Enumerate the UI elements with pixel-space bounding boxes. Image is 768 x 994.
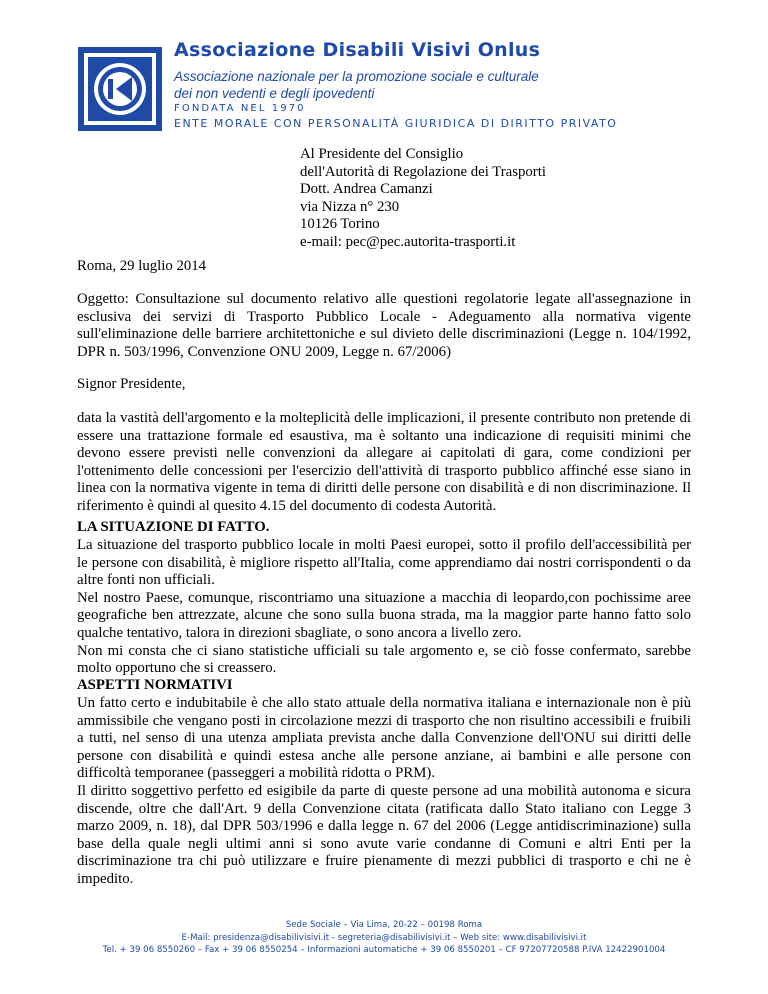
recipient-address: [300, 146, 546, 252]
letter-date: Roma, 29 luglio 2014: [77, 258, 207, 274]
footer-contacts: E-Mail: presidenza@disabilivisivi.it - segreteria@disabilivisivi.it – Web site: www.disabilivisivi.it: [181, 932, 587, 943]
section-normativi: [77, 695, 691, 889]
footer-phones: Tel. + 39 06 8550260 – Fax + 39 06 8550254 – Informazioni automatiche + 39 06 8550201 – CF 97207720588 P.IVA 12422901004: [102, 945, 666, 955]
org-subtitle-line-2: dei non vedenti e degli ipovedenti: [174, 86, 375, 101]
letter-footer: [0, 919, 768, 957]
section-situazione: [77, 537, 691, 678]
recipient-line: 10126 Torino: [300, 216, 380, 233]
recipient-line: via Nizza n° 230: [300, 198, 400, 215]
intro-paragraph: data la vastità dell'argomento e la molteplicità delle implicazioni, il presente contributo non pretende di essere una trattazione formale ed esaustiva, ma è soltanto una indicazione di requisiti minimi che devono essere previsti nelle convenzioni da allegare ai capitolati di gara, come condizioni per l'ottenimento delle concessioni per l'esercizio dell'attività di trasporto pubblico affinché esse siano in linea con la normativa vigente in tema di diritti delle persone con disabilità e di non discriminazione. Il riferimento è quindi al quesito 4.15 del documento di codesta Autorità.: [77, 410, 691, 514]
recipient-line: Dott. Andrea Camanzi: [300, 181, 433, 198]
subject-paragraph: Oggetto: Consultazione sul documento relativo alle questioni regolatorie legate all'assegnazione in esclusiva dei servizi di Trasporto Pubblico Locale - Adeguamento alla normativa vigente sull'eliminazione delle barriere architettoniche e sul divieto delle discriminazioni (Legge n. 104/1992, DPR n. 503/1996, Convenzione ONU 2009, Legge n. 67/2006): [77, 291, 691, 360]
section-paragraph: La situazione del trasporto pubblico locale in molti Paesi europei, sotto il profilo dell'accessibilità per le persone con disabilità, è migliore rispetto all'Italia, come apprendiamo dai nostri corrispondenti o da altre fonti non ufficiali.: [77, 537, 691, 589]
recipient-email: e-mail: pec@pec.autorita-trasporti.it: [300, 233, 516, 250]
section-paragraph: Nel nostro Paese, comunque, riscontriamo una situazione a macchia di leopardo,con pochissime aree geografiche ben attrezzate, alcune che sono sulla buona strada, ma la maggior parte hanno fatto solo qualche tentativo, talora in direzioni sbagliate, o sono ancora a livello zero.: [77, 589, 691, 641]
adv-logo-icon: [78, 47, 162, 131]
legal-status: ENTE MORALE CON PERSONALITÀ GIURIDICA DI DIRITTO PRIVATO: [174, 117, 618, 130]
org-name: Associazione Disabili Visivi Onlus: [174, 39, 541, 61]
org-subtitle: [174, 68, 594, 102]
section-paragraph: Un fatto certo e indubitabile è che allo stato attuale della normativa italiana e internazionale non è più ammissibile che vengano posti in circolazione mezzi di trasporto che non risultino accessibili e fruibili a tutti, nel senso di una utenza ampliata prevista anche dalla Convenzione dell'ONU sui diritti delle persone con disabilità e quindi estesa anche alle persone anziane, ai bambini e alle persone con difficoltà temporanee (passeggeri a mobilità ridotta o PRM).: [77, 695, 691, 782]
footer-address: Sede Sociale – Via Lima, 20-22 – 00198 Roma: [285, 920, 483, 930]
section-paragraph: Il diritto soggettivo perfetto ed esigibile da parte di queste persone ad una mobilità autonoma e sicura discende, oltre che dall'Art. 9 della Convenzione citata (ratificata dallo Stato italiano con Legge 3 marzo 2009, n. 18), dal DPR 503/1996 e dalla legge n. 67 del 2006 (Legge antidiscriminazione) sulla base della quale negli ultimi anni si sono avute varie condanne di Comuni e altri Enti per la discriminazione tra chi può utilizzare e fruire pienamente di mezzi pubblici di trasporto e chi ne è impedito.: [77, 782, 691, 887]
section-heading-situazione: LA SITUAZIONE DI FATTO.: [77, 519, 270, 535]
recipient-line: Al Presidente del Consiglio: [300, 146, 464, 162]
section-heading-normativi: ASPETTI NORMATIVI: [77, 677, 233, 693]
recipient-line: dell'Autorità di Regolazione dei Trasporti: [300, 163, 546, 180]
org-subtitle-line-1: Associazione nazionale per la promozione sociale e culturale: [174, 69, 539, 84]
salutation: Signor Presidente,: [77, 376, 186, 392]
section-paragraph: Non mi consta che ci siano statistiche ufficiali su tale argomento e, se ciò fosse confermato, sarebbe molto opportuno che si creassero.: [77, 642, 691, 677]
founded-year: FONDATA NEL 1970: [174, 103, 306, 114]
